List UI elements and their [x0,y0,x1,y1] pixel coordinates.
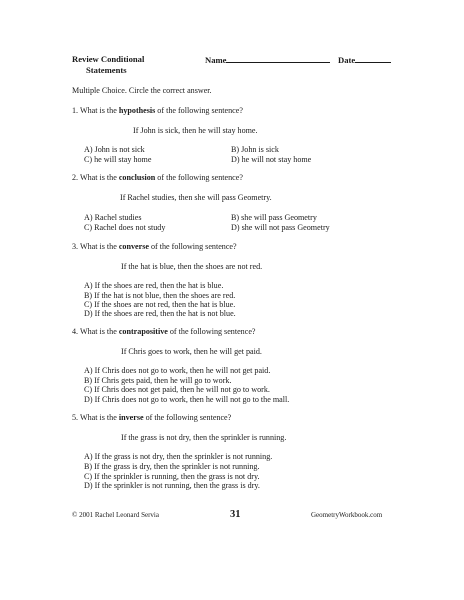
name-blank [226,54,330,63]
question-2-keyword: conclusion [118,173,156,182]
question-3-choice-d[interactable]: D) If the shoes are red, then the hat is not blue. [84,309,236,318]
question-3-keyword: converse [118,242,149,251]
date-label: Date [338,55,356,65]
instructions: Multiple Choice. Circle the correct answer. [72,86,212,95]
question-2-choice-c[interactable]: C) Rachel does not study [84,223,166,232]
name-field [205,54,330,66]
footer-website: GeometryWorkbook.com [311,511,383,519]
worksheet-title-line1: Review Conditional [72,54,145,64]
question-3-prompt: 3. What is the converse of the following sentence? [72,242,237,251]
question-4-keyword: contrapositive [118,327,168,336]
question-4-choice-b[interactable]: B) If Chris gets paid, then he will go to work. [84,376,232,385]
footer-copyright: © 2001 Rachel Leonard Servia [72,511,159,519]
question-3-choice-a[interactable]: A) If the shoes are red, then the hat is blue. [84,281,224,290]
question-2-choice-b[interactable]: B) she will pass Geometry [231,213,317,222]
question-2-choice-d[interactable]: D) she will not pass Geometry [231,223,330,232]
date-blank [355,54,391,63]
page-number: 31 [230,509,241,520]
question-5-choice-c[interactable]: C) If the sprinkler is running, then the grass is not dry. [84,472,260,481]
question-2-choice-a[interactable]: A) Rachel studies [84,213,142,222]
question-2-prompt: 2. What is the conclusion of the following sentence? [72,173,243,182]
question-1-choice-b[interactable]: B) John is sick [231,145,279,154]
question-5-choice-d[interactable]: D) If the sprinkler is not running, then the grass is dry. [84,481,260,490]
question-3-choice-b[interactable]: B) If the hat is not blue, then the shoes are red. [84,291,236,300]
question-1-choice-d[interactable]: D) he will not stay home [231,155,312,164]
worksheet-title-line2: Statements [86,65,127,75]
question-1-choice-c[interactable]: C) he will stay home [84,155,152,164]
date-field [338,54,391,66]
question-4-sentence: If Chris goes to work, then he will get paid. [121,347,262,356]
question-4-choice-d[interactable]: D) If Chris does not go to work, then he will not go to the mall. [84,395,290,404]
question-1-keyword: hypothesis [118,106,156,115]
question-1-prompt: 1. What is the hypothesis of the following sentence? [72,106,243,115]
question-1-choice-a[interactable]: A) John is not sick [84,145,145,154]
question-5-prompt: 5. What is the inverse of the following sentence? [72,413,232,422]
question-5-sentence: If the grass is not dry, then the sprinkler is running. [121,433,287,442]
question-4-choice-c[interactable]: C) If Chris does not get paid, then he will not go to work. [84,385,270,394]
question-5-choice-b[interactable]: B) If the grass is dry, then the sprinkler is not running. [84,462,260,471]
question-4-prompt: 4. What is the contrapositive of the following sentence? [72,327,256,336]
question-5-choice-a[interactable]: A) If the grass is not dry, then the sprinkler is not running. [84,452,273,461]
question-4-choice-a[interactable]: A) If Chris does not go to work, then he will not get paid. [84,366,271,375]
question-1-sentence: If John is sick, then he will stay home. [133,126,258,135]
name-label: Name [205,55,227,65]
question-5-keyword: inverse [118,413,144,422]
question-2-sentence: If Rachel studies, then she will pass Geometry. [120,193,272,202]
question-3-sentence: If the hat is blue, then the shoes are not red. [121,262,263,271]
question-3-choice-c[interactable]: C) If the shoes are not red, then the hat is blue. [84,300,236,309]
